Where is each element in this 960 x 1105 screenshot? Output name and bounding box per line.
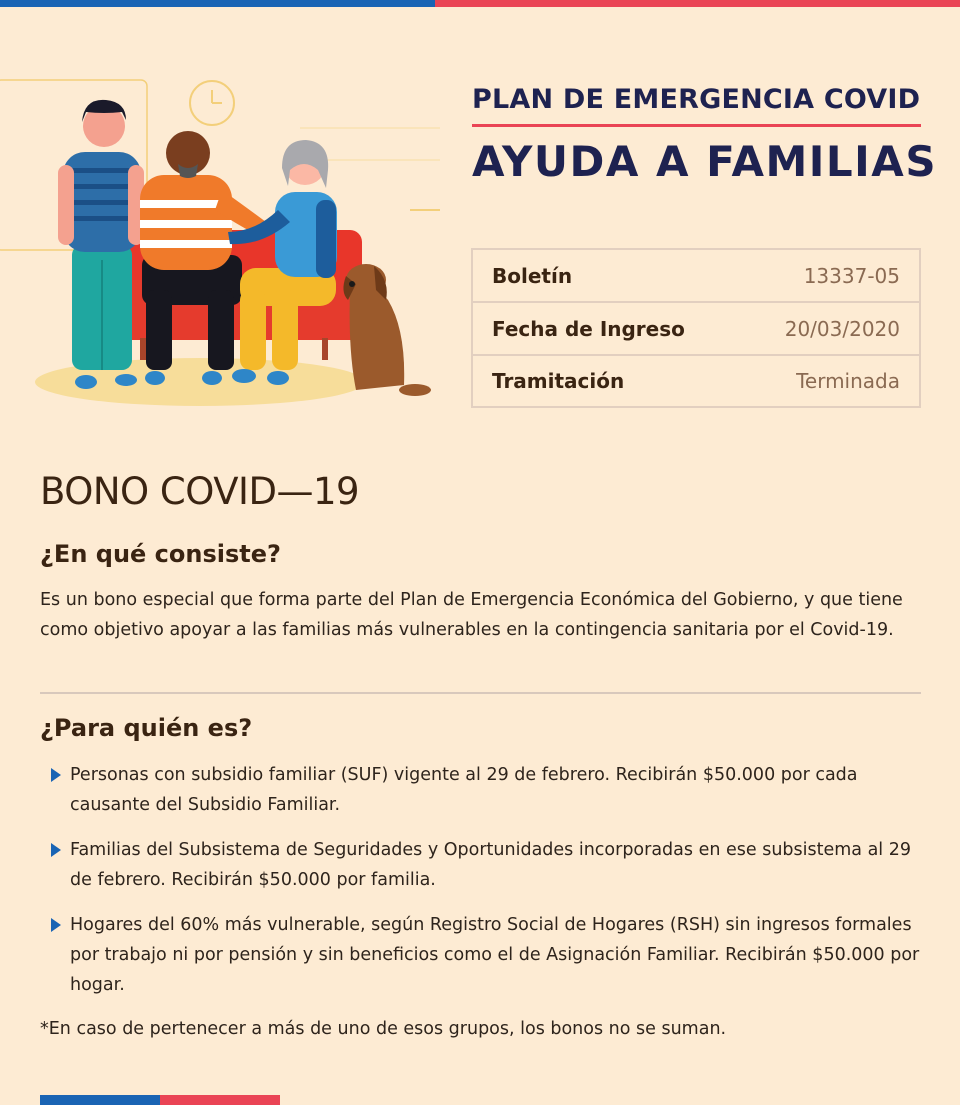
list-item xyxy=(40,910,930,1000)
top-bar-red xyxy=(435,0,960,7)
dog xyxy=(343,264,431,396)
family-illustration xyxy=(0,75,445,415)
triangle-bullet-icon xyxy=(51,843,61,857)
page-header xyxy=(472,84,938,186)
info-label: Boletín xyxy=(492,263,573,288)
bottom-bar-blue xyxy=(40,1095,160,1105)
description-paragraph: Es un bono especial que forma parte del Plan de Emergencia Económica del Gobierno, y que tiene como objetivo apoyar a las familias más vulnerables en la contingencia sanitaria por el Covid-19. xyxy=(40,590,903,640)
header-divider xyxy=(472,124,921,127)
question-what-is-it: ¿En qué consiste? xyxy=(40,540,281,568)
top-bar-blue xyxy=(0,0,435,7)
top-color-bar xyxy=(0,0,960,7)
person-young-man xyxy=(58,100,144,389)
list-item-text: Familias del Subsistema de Seguridades y Oportunidades incorporadas en ese subsistema al 29 de febrero. Recibirán $50.000 por familia. xyxy=(70,840,911,890)
info-value: 13337-05 xyxy=(803,263,900,288)
info-label: Tramitación xyxy=(492,369,625,393)
question-who-is-it-for: ¿Para quién es? xyxy=(40,714,253,742)
header-subtitle: PLAN DE EMERGENCIA COVID xyxy=(472,84,921,115)
list-item-text: Personas con subsidio familiar (SUF) vigente al 29 de febrero. Recibirán $50.000 por cada causante del Subsidio Familiar. xyxy=(70,765,858,815)
info-row-tramitacion xyxy=(473,356,919,406)
section-divider xyxy=(40,692,921,694)
list-item xyxy=(40,760,930,820)
info-value: 20/03/2020 xyxy=(784,316,900,341)
eligibility-list xyxy=(40,760,930,1015)
info-label: Fecha de Ingreso xyxy=(492,316,685,341)
list-item-text: Hogares del 60% más vulnerable, según Registro Social de Hogares (RSH) sin ingresos formales por trabajo ni por pensión y sin beneficios como el de Asignación Familiar. Recibirán $50.000 por hogar. xyxy=(70,915,920,995)
bottom-bar-red xyxy=(160,1095,280,1105)
footnote: *En caso de pertenecer a más de uno de esos grupos, los bonos no se suman. xyxy=(40,1019,727,1039)
page-title: AYUDA A FAMILIAS xyxy=(472,137,938,186)
info-row-fecha xyxy=(473,303,919,356)
triangle-bullet-icon xyxy=(51,768,61,782)
list-item xyxy=(40,835,930,895)
triangle-bullet-icon xyxy=(51,918,61,932)
bottom-color-bar xyxy=(40,1095,280,1105)
section-title: BONO COVID—19 xyxy=(40,470,360,513)
info-value: Terminada xyxy=(796,369,900,393)
info-row-boletin xyxy=(473,250,919,303)
bill-info-table xyxy=(471,248,921,408)
